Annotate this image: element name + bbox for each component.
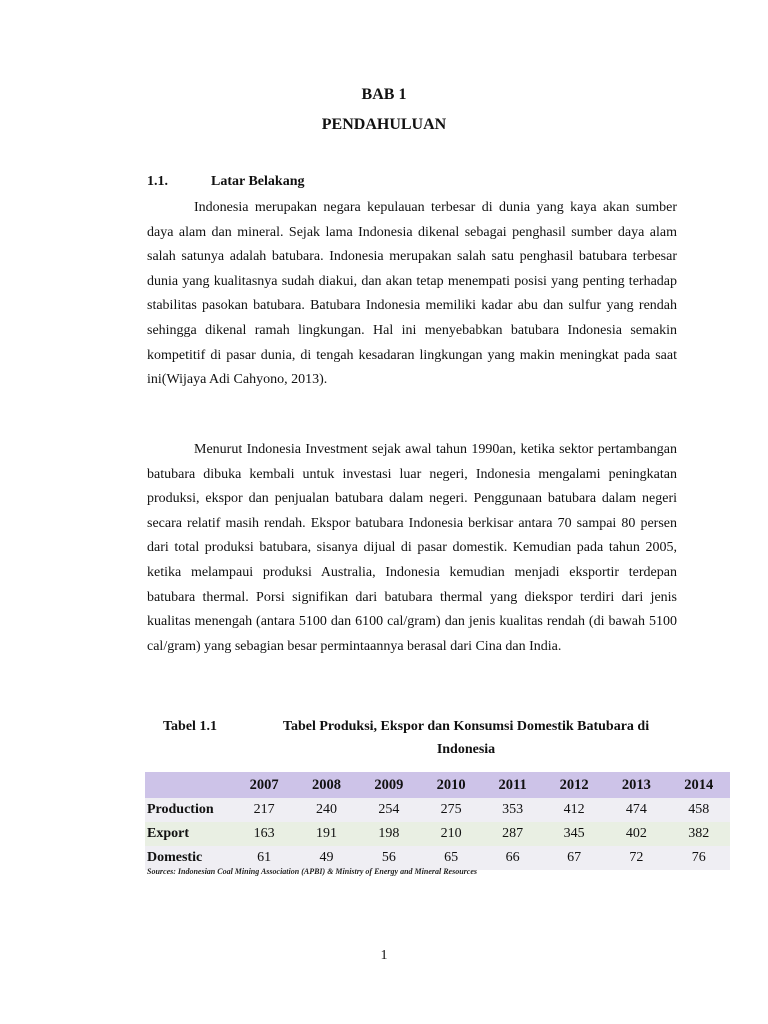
- row-label: Production: [147, 802, 214, 817]
- paragraph-2: Menurut Indonesia Investment sejak awal tahun 1990an, ketika sektor pertambangan batubara dibuka kembali untuk investasi luar negeri, Indonesia mengalami peningkatan produksi, ekspor dan penjualan batubara dalam negeri. Penggunaan batubara dalam negeri secara relatif masih rendah. Ekspor batubara Indonesia berkisar antara 70 sampai 80 persen dari total produksi batubara, sisanya dijual di pasar domestik. Kemudian pada tahun 2005, ketika melampaui produksi Australia, Indonesia kemudian menjadi eksportir terdepan batubara thermal. Porsi signifikan dari batubara thermal yang diekspor terdiri dari jenis kualitas menengah (antara 5100 dan 6100 cal/gram) dan jenis kualitas rendah (di bawah 5100 cal/gram) yang sebagian besar permintaannya berasal dari Cina dan India.: [147, 442, 677, 654]
- section-title: Latar Belakang: [211, 174, 305, 189]
- table-cell: 191: [315, 826, 337, 841]
- table-header-row: [145, 772, 730, 798]
- row-label: Domestic: [147, 850, 203, 865]
- table-cell: 67: [567, 850, 582, 865]
- column-header: 2014: [668, 772, 730, 798]
- table-cell: 198: [378, 826, 400, 841]
- table-row: [145, 798, 730, 822]
- paragraph-1: Indonesia merupakan negara kepulauan terbesar di dunia yang kaya akan sumber daya alam dan mineral. Sejak lama Indonesia dikenal sebagai penghasil sumber daya alam salah satunya adalah batubara. Indonesia merupakan salah satu penghasil batubara terbesar dunia yang kualitasnya sudah diakui, dan akan tetap menempati posisi yang penting terhadap stabilitas pasokan batubara. Batubara Indonesia memiliki kadar abu dan sulfur yang rendah sehingga dikenal ramah lingkungan. Hal ini menyebabkan batubara Indonesia semakin kompetitif di pasar dunia, di tengah kesadaran lingkungan yang makin meningkat pada saat ini(Wijaya Adi Cahyono, 2013).: [147, 200, 677, 388]
- table-cell: 76: [691, 850, 706, 865]
- table-cell: 66: [505, 850, 520, 865]
- table-cell: 458: [688, 802, 710, 817]
- table-cell: 353: [502, 802, 524, 817]
- column-header: 2009: [358, 772, 420, 798]
- column-header: 2011: [482, 772, 543, 798]
- table-cell: 72: [629, 850, 644, 865]
- table-cell: 240: [315, 802, 337, 817]
- table-cell: 254: [378, 802, 400, 817]
- table-cell: 474: [625, 802, 647, 817]
- table-cell: 56: [381, 850, 396, 865]
- table-source-note: Sources: Indonesian Coal Mining Association (APBI) & Ministry of Energy and Mineral Resources: [147, 867, 477, 876]
- table-cell: 210: [440, 826, 462, 841]
- table-cell: 345: [563, 826, 585, 841]
- column-header: 2012: [543, 772, 605, 798]
- row-label: Export: [147, 826, 189, 841]
- table-caption-text: Tabel Produksi, Ekspor dan Konsumsi Domestik Batubara di Indonesia: [282, 719, 650, 757]
- page-number: 1: [380, 948, 388, 963]
- section-number: 1.1.: [147, 174, 168, 189]
- column-header: 2008: [295, 772, 357, 798]
- table-row: [145, 822, 730, 846]
- chapter-number: BAB 1: [361, 86, 407, 103]
- table-cell: 217: [253, 802, 275, 817]
- table-cell: 412: [563, 802, 585, 817]
- table-cell: 65: [444, 850, 459, 865]
- column-header: 2010: [420, 772, 482, 798]
- column-header: 2013: [605, 772, 667, 798]
- coal-data-table: [145, 772, 730, 870]
- table-label: Tabel 1.1: [163, 719, 217, 734]
- table-cell: 163: [253, 826, 275, 841]
- chapter-title: PENDAHULUAN: [321, 116, 447, 133]
- table-cell: 61: [257, 850, 272, 865]
- table-cell: 275: [440, 802, 462, 817]
- section-heading: [147, 174, 304, 190]
- table-cell: 287: [502, 826, 524, 841]
- table-corner-cell: [145, 772, 233, 798]
- column-header: 2007: [233, 772, 295, 798]
- table-cell: 49: [319, 850, 334, 865]
- table-cell: 382: [688, 826, 710, 841]
- table-cell: 402: [625, 826, 647, 841]
